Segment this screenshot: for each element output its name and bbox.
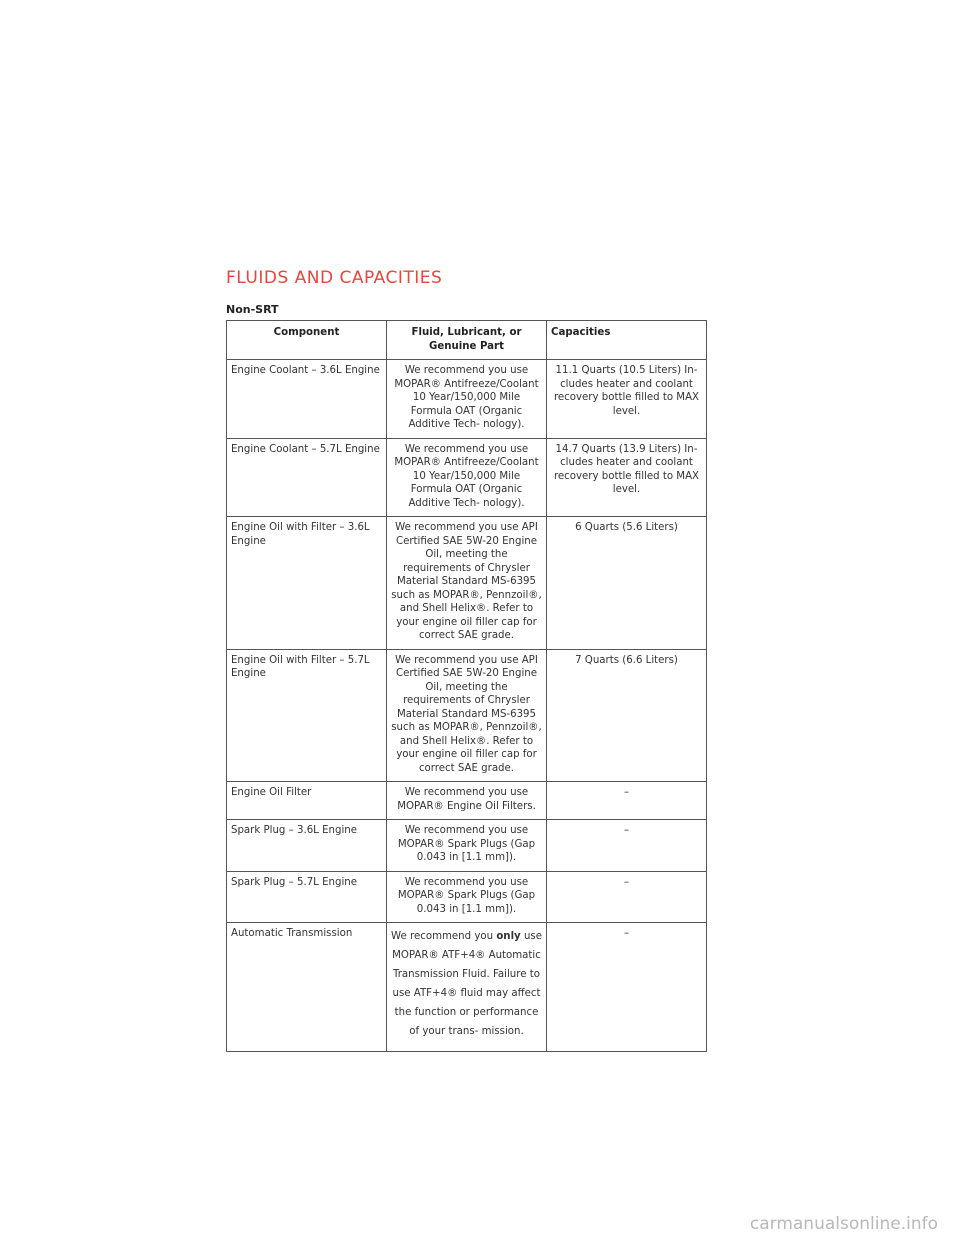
- capacity-cell: –: [547, 820, 707, 872]
- component-cell: Engine Oil with Filter – 5.7L Engine: [227, 649, 387, 782]
- table-row: [227, 438, 707, 517]
- component-cell: Engine Coolant – 3.6L Engine: [227, 360, 387, 439]
- table-subtitle: Non-SRT: [226, 303, 279, 316]
- fluid-text-suffix: use MOPAR® ATF+4® Automatic Transmission Fluid. Failure to use ATF+4® fluid may affect the function or performance of your trans- mission.: [392, 931, 542, 1037]
- capacity-cell: 11.1 Quarts (10.5 Liters) In- cludes heater and coolant recovery bottle filled to MAX level.: [547, 360, 707, 439]
- capacity-cell: –: [547, 782, 707, 820]
- component-cell: Spark Plug – 3.6L Engine: [227, 820, 387, 872]
- component-cell: Engine Oil with Filter – 3.6L Engine: [227, 517, 387, 650]
- fluid-cell: We recommend you use MOPAR® Spark Plugs (Gap 0.043 in [1.1 mm]).: [387, 871, 547, 923]
- table-row: [227, 360, 707, 439]
- fluid-cell: We recommend you use API Certified SAE 5W-20 Engine Oil, meeting the requirements of Chrysler Material Standard MS-6395 such as MOPAR®, Pennzoil®, and Shell Helix®. Refer to your engine oil filler cap for correct SAE grade.: [387, 649, 547, 782]
- capacity-cell: –: [547, 923, 707, 1052]
- fluid-text-prefix: We recommend you: [391, 931, 497, 942]
- capacity-cell: 6 Quarts (5.6 Liters): [547, 517, 707, 650]
- fluid-cell: We recommend you use MOPAR® Antifreeze/Coolant 10 Year/150,000 Mile Formula OAT (Organic Additive Tech- nology).: [387, 438, 547, 517]
- capacity-cell: –: [547, 871, 707, 923]
- component-cell: Engine Coolant – 5.7L Engine: [227, 438, 387, 517]
- table-header-row: [227, 321, 707, 360]
- table-row: [227, 649, 707, 782]
- table-row: [227, 871, 707, 923]
- header-capacities: Capacities: [547, 321, 707, 360]
- component-cell: Spark Plug – 5.7L Engine: [227, 871, 387, 923]
- fluid-cell: [387, 923, 547, 1052]
- watermark-footer: carmanualsonline.info: [749, 1214, 938, 1234]
- capacity-cell: 7 Quarts (6.6 Liters): [547, 649, 707, 782]
- component-cell: Engine Oil Filter: [227, 782, 387, 820]
- section-title: FLUIDS AND CAPACITIES: [226, 268, 443, 288]
- table-row: [227, 820, 707, 872]
- table-row: [227, 782, 707, 820]
- fluid-cell: We recommend you use MOPAR® Spark Plugs (Gap 0.043 in [1.1 mm]).: [387, 820, 547, 872]
- fluids-capacities-table: [226, 320, 707, 1052]
- fluid-emphasis: only: [496, 931, 521, 942]
- component-cell: Automatic Transmission: [227, 923, 387, 1052]
- table-row: [227, 923, 707, 1052]
- fluid-cell: We recommend you use MOPAR® Antifreeze/Coolant 10 Year/150,000 Mile Formula OAT (Organic Additive Tech- nology).: [387, 360, 547, 439]
- fluid-cell: We recommend you use MOPAR® Engine Oil Filters.: [387, 782, 547, 820]
- table-row: [227, 517, 707, 650]
- header-fluid: Fluid, Lubricant, or Genuine Part: [387, 321, 547, 360]
- header-component: Component: [227, 321, 387, 360]
- fluid-cell: We recommend you use API Certified SAE 5W-20 Engine Oil, meeting the requirements of Chrysler Material Standard MS-6395 such as MOPAR®, Pennzoil®, and Shell Helix®. Refer to your engine oil filler cap for correct SAE grade.: [387, 517, 547, 650]
- capacity-cell: 14.7 Quarts (13.9 Liters) In- cludes heater and coolant recovery bottle filled to MAX level.: [547, 438, 707, 517]
